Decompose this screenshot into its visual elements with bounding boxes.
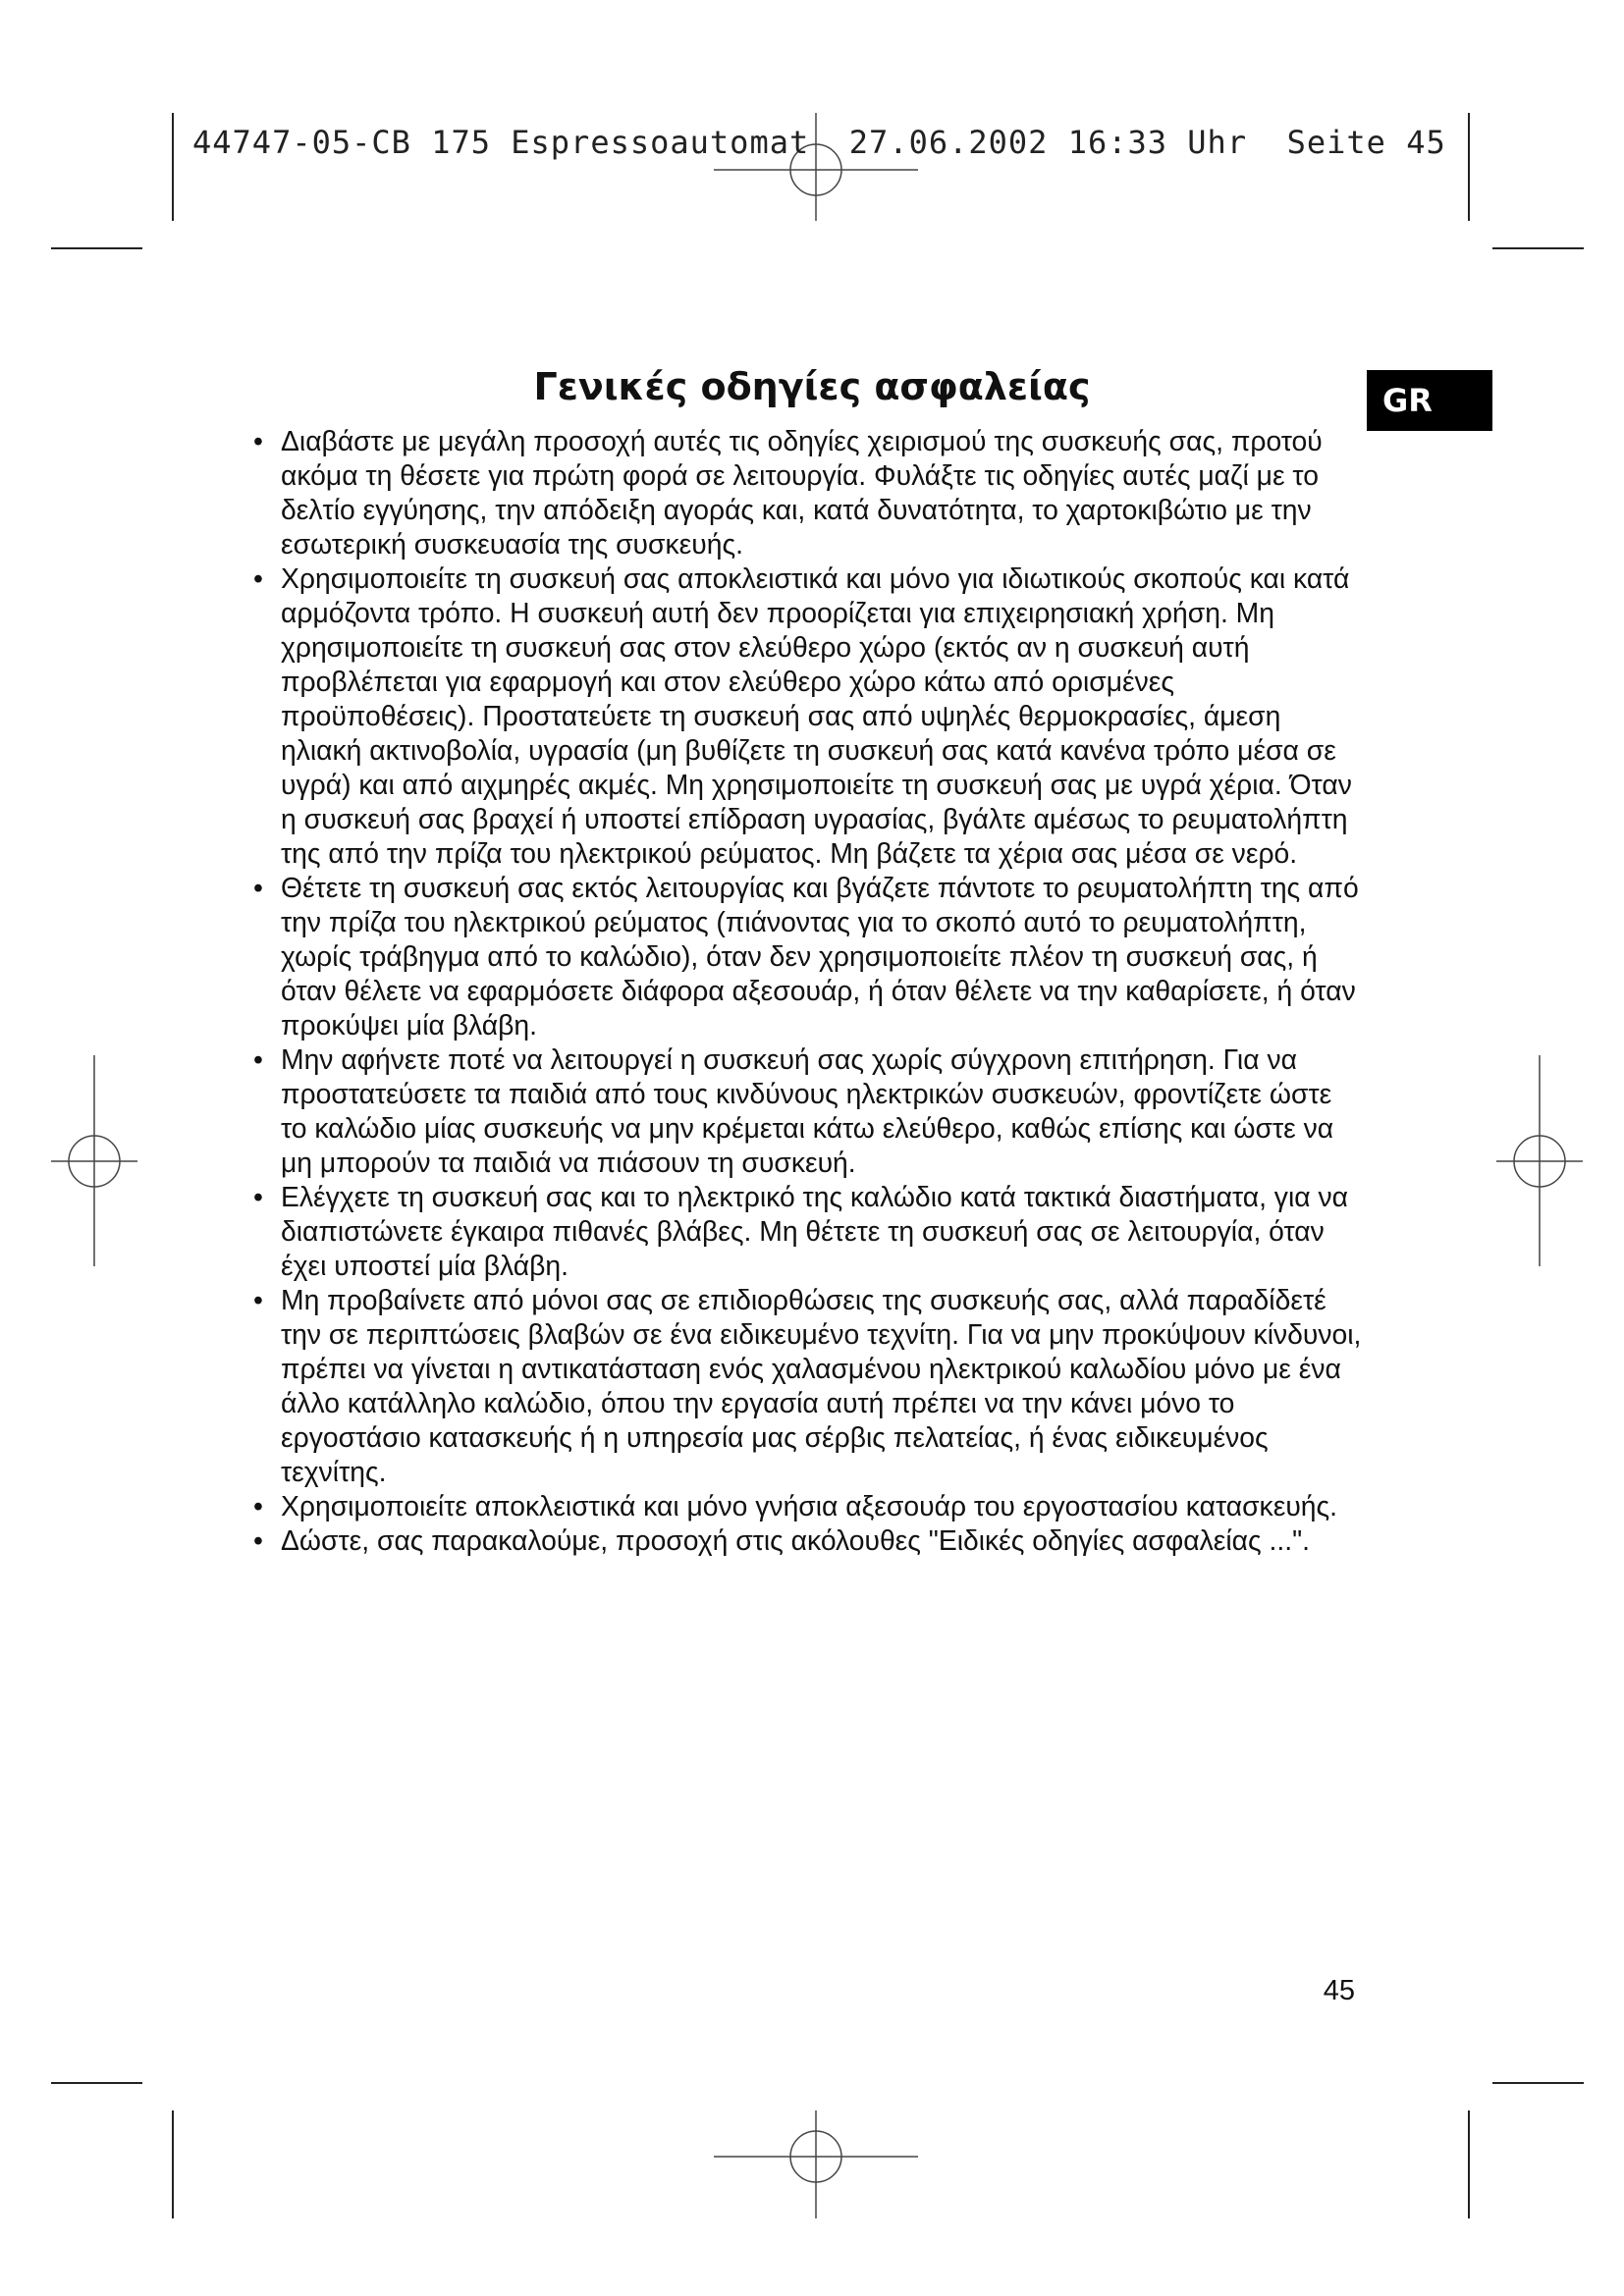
list-item: • Ελέγχετε τη συσκευή σας και το ηλεκτρικό της καλώδιο κατά τακτικά διαστήματα, για να διαπιστώνετε έγκαιρα πιθανές βλάβες. Μη θέτετε τη συσκευή σας σε λειτουργία, όταν έχει υποστεί μία βλάβη.	[253, 1180, 1363, 1283]
registration-mark-bottom	[714, 2110, 918, 2218]
print-job-header: 44747-05-CB 175 Espressoautomat 27.06.2002 16:33 Uhr Seite 45	[192, 124, 1446, 161]
list-item: • Χρησιμοποιείτε τη συσκευή σας αποκλειστικά και μόνο για ιδιωτικούς σκοπούς και κατά αρμόζοντα τρόπο. Η συσκευή αυτή δεν προορίζεται για επιχειρησιακή χρήση. Μη χρησιμοποιείτε τη συσκευή σας στον ελεύθερο χώρο (εκτός αν η συσκευή αυτή προβλέπεται για εφαρμογή και στον ελεύθερο χώρο κάτω από ορισμένες προϋποθέσεις). Προστατεύετε τη συσκευή σας από υψηλές θερμοκρασίες, άμεση ηλιακή ακτινοβολία, υγρασία (μη βυθίζετε τη συσκευή σας κατά κανένα τρόπο μέσα σε υγρά) και από αιχμηρές ακμές. Μη χρησιμοποιείτε τη συσκευή σας με υγρά χέρια. Όταν η συσκευή σας βραχεί ή υποστεί επίδραση υγρασίας, βγάλτε αμέσως το ρευματολήπτη της από την πρίζα του ηλεκτρικού ρεύματος. Μη βάζετε τα χέρια σας μέσα σε νερό.	[253, 561, 1363, 871]
list-item: • Δώστε, σας παρακαλούμε, προσοχή στις ακόλουθες "Ειδικές οδηγίες ασφαλείας ...".	[253, 1523, 1363, 1558]
list-item: • Χρησιμοποιείτε αποκλειστικά και μόνο γνήσια αξεσουάρ του εργοστασίου κατασκευής.	[253, 1489, 1363, 1523]
list-item: • Μη προβαίνετε από μόνοι σας σε επιδιορθώσεις της συσκευής σας, αλλά παραδίδετέ την σε περιπτώσεις βλαβών σε ένα ειδικευμένο τεχνίτη. Για να μην προκύψουν κίνδυνοι, πρέπει να γίνεται η αντικατάσταση ενός χαλασμένου ηλεκτρικού καλωδίου μόνο με ένα άλλο κατάλληλο καλώδιο, όπου την εργασία αυτή πρέπει να την κάνει μόνο το εργοστάσιο κατασκευής ή η υπηρεσία μας σέρβις πελατείας, ή ένας ειδικευμένος τεχνίτης.	[253, 1283, 1363, 1489]
registration-mark-right	[1496, 1055, 1583, 1266]
page-number: 45	[1323, 1975, 1355, 2006]
list-item: • Διαβάστε με μεγάλη προσοχή αυτές τις οδηγίες χειρισμού της συσκευής σας, προτού ακόμα τη θέσετε για πρώτη φορά σε λειτουργία. Φυλάξτε τις οδηγίες αυτές μαζί με το δελτίο εγγύησης, την απόδειξη αγοράς και, κατά δυνατότητα, το χαρτοκιβώτιο με την εσωτερική συσκευασία της συσκευής.	[253, 424, 1363, 561]
registration-mark-left	[51, 1055, 137, 1266]
safety-instructions-list	[253, 424, 1363, 1558]
list-item: • Μην αφήνετε ποτέ να λειτουργεί η συσκευή σας χωρίς σύγχρονη επιτήρηση. Για να προστατεύσετε τα παιδιά από τους κινδύνους ηλεκτρικών συσκευών, φροντίζετε ώστε το καλώδιο μίας συσκευής να μην κρέμεται κάτω ελεύθερο, καθώς επίσης και ώστε να μη μπορούν τα παιδιά να πιάσουν τη συσκευή.	[253, 1042, 1363, 1180]
page-title: Γενικές οδηγίες ασφαλείας	[533, 365, 1091, 408]
language-tab: GR	[1367, 370, 1492, 431]
list-item: • Θέτετε τη συσκευή σας εκτός λειτουργίας και βγάζετε πάντοτε το ρευματολήπτη της από την πρίζα του ηλεκτρικού ρεύματος (πιάνοντας για το σκοπό αυτό το ρευματολήπτη, χωρίς τράβηγμα από το καλώδιο), όταν δεν χρησιμοποιείτε πλέον τη συσκευή σας, ή όταν θέλετε να εφαρμόσετε διάφορα αξεσουάρ, ή όταν θέλετε να την καθαρίσετε, ή όταν προκύψει μία βλάβη.	[253, 871, 1363, 1042]
